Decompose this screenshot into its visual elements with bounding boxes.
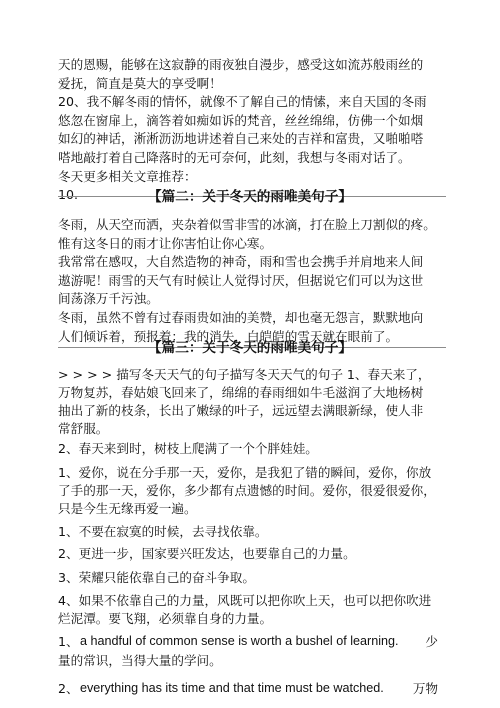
quote-chinese: 万物 [412,681,438,696]
text-line: 悠忽在窗扉上，滴答着如痴如诉的梵音，丝丝绵绵，仿佛一个如烟 [58,112,424,128]
text-line: 冬天更多相关文章推荐： [58,168,197,184]
text-line: 抽出了新的枝条，长出了嫩绿的叶子，远远望去满眼新绿，使人非 [58,403,424,418]
text-line: 只是今生无缘再爱一遍。 [58,501,197,516]
text-line: 惟有这冬日的雨才让你害怕让你心寒。 [58,235,273,251]
text-line: 人们倾诉着，预报着：我的消失，白皑皑的雪天就在眼前了。 [58,328,399,344]
text-line: 如幻的神话，淅淅沥沥地讲述着自己来处的吉祥和富贵，又啪啪嗒 [58,131,424,147]
text-line: 嗒地敲打着自己降落时的无可奈何，此刻，我想与冬雨对话了。 [58,150,411,165]
text-line: 间荡涤万千污浊。 [58,291,159,307]
text-line: 遨游呢！雨雪的天气有时候让人觉得讨厌，但据说它们可以为这世 [58,272,424,288]
section-heading-3: 【篇三：关于冬天的雨唯美句子】 [148,340,352,356]
text-line: 2、春天来到时，树枝上爬满了一个个胖娃娃。 [58,441,318,456]
text-line: 常舒服。 [58,421,109,436]
text-line: 1、不要在寂寞的时候，去寻找依靠。 [58,524,268,539]
text-line: 20、我不解冬雨的情怀，就像不了解自己的情愫，来自天国的冬雨 [58,94,427,110]
text-line: 2、更进一步，国家要兴旺发达，也要靠自己的力量。 [58,546,356,561]
text-line: 了手的那一天，爱你，多少都有点遗憾的时间。爱你，很爱很爱你， [58,483,436,498]
quote-english: everything has its time and that time must be watched. [80,681,384,695]
quote-number: 1、 [58,634,79,649]
text-line: 1、爱你，说在分手那一天，爱你，是我犯了错的瞬间，爱你，你放 [58,465,432,480]
text-line: 10. [58,187,79,203]
text-line: 爱抚，简直是莫大的享受啊！ [58,75,222,91]
quote-english: a handful of common sense is worth a bushel of learning. [80,634,399,648]
text-line: 冬雨，从天空而洒，夹杂着似雪非雪的冰滴，打在脸上刀割似的疼。 [58,217,436,232]
text-line: > > > > 描写冬天天气的句子描写冬天天气的句子 1、春天来了， [58,367,431,382]
text-line: 我常常在感叹，大自然造物的神奇，雨和雪也会携手并肩地来人间 [58,254,424,270]
text-line: 万物复苏，春姑娘飞回来了，绵绵的春雨细如牛毛滋润了大地杨树 [58,385,424,400]
section-heading-2: 【篇二：关于冬天的雨唯美句子】 [148,189,352,205]
text-line: 3、荣耀只能依靠自己的奋斗争取。 [58,570,255,585]
text-line: 天的恩赐，能够在这寂静的雨夜独自漫步，感受这如流苏般雨丝的 [58,57,424,72]
text-line: 4、如果不依靠自己的力量，风既可以把你吹上天，也可以把你吹进 [58,593,432,608]
text-line: 烂泥潭。要飞翔，必须靠自身的力量。 [58,611,273,626]
quote-chinese: 量的常识，当得大量的学问。 [58,653,222,668]
quote-chinese: 少 [425,634,438,649]
quote-number: 2、 [58,681,79,696]
text-line: 冬雨，虽然不曾有过春雨贵如油的美赞，却也毫无怨言，默默地向 [58,310,424,325]
